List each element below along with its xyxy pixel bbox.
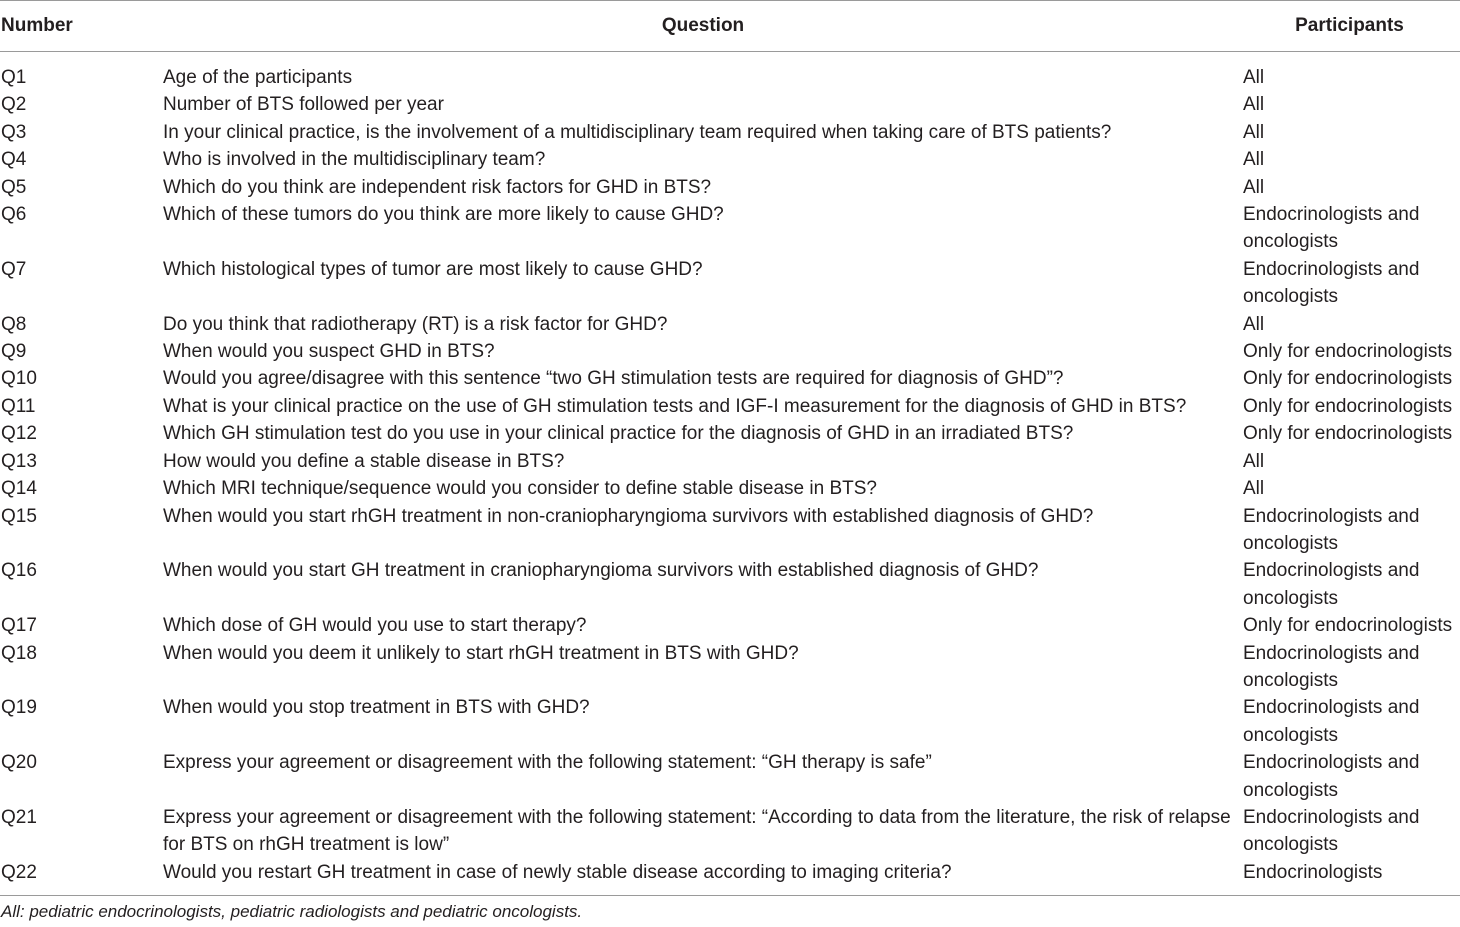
header-number: Number xyxy=(0,1,163,52)
question-text-cell: Which dose of GH would you use to start therapy? xyxy=(163,615,587,637)
question-text-cell: Who is involved in the multidisciplinary team? xyxy=(163,149,546,171)
question-number-cell: Q20 xyxy=(1,752,37,774)
question-text-cell: Which of these tumors do you think are more likely to cause GHD? xyxy=(163,204,724,226)
question-number-cell: Q10 xyxy=(1,368,37,390)
question-text-cell: In your clinical practice, is the involvement of a multidisciplinary team required when taking care of BTS patients? xyxy=(163,121,1112,143)
header-participants: Participants xyxy=(1243,1,1460,52)
participants-cell: Endocrinologists and oncologists xyxy=(1243,258,1420,308)
table-row xyxy=(0,91,1460,118)
participants-cell: Only for endocrinologists xyxy=(1243,423,1453,445)
participants-cell: Only for endocrinologists xyxy=(1243,368,1453,390)
table-row xyxy=(0,201,1460,256)
participants-cell: Endocrinologists and oncologists xyxy=(1243,752,1420,801)
question-number-cell: Q4 xyxy=(1,149,27,171)
question-number-cell: Q13 xyxy=(1,450,37,472)
participants-cell: All xyxy=(1243,176,1265,198)
question-number-cell: Q5 xyxy=(1,176,27,198)
question-number-cell: Q9 xyxy=(1,341,27,363)
table-row xyxy=(0,52,1460,92)
question-number-cell: Q15 xyxy=(1,505,37,527)
participants-cell: Endocrinologists and oncologists xyxy=(1243,697,1420,746)
participants-cell: Only for endocrinologists xyxy=(1243,341,1453,363)
table-row xyxy=(0,256,1460,311)
table-header xyxy=(0,1,1460,52)
question-text-cell: Age of the participants xyxy=(163,67,353,88)
table-row xyxy=(0,311,1460,338)
question-number-cell: Q17 xyxy=(1,615,37,637)
participants-cell: All xyxy=(1243,149,1265,171)
header-question: Question xyxy=(163,1,1243,52)
question-number-cell: Q11 xyxy=(1,395,36,417)
participants-cell: All xyxy=(1243,478,1265,500)
question-number-cell: Q16 xyxy=(1,560,37,582)
participants-cell: Only for endocrinologists xyxy=(1243,615,1453,637)
question-text-cell: Would you agree/disagree with this sentence “two GH stimulation tests are required for diagnosis of GHD”? xyxy=(163,368,1064,390)
participants-cell: All xyxy=(1243,94,1265,116)
question-number-cell: Q1 xyxy=(1,67,27,88)
participants-cell: Only for endocrinologists xyxy=(1243,395,1453,417)
question-number-cell: Q14 xyxy=(1,478,37,500)
question-number-cell: Q18 xyxy=(1,642,37,664)
participants-cell: Endocrinologists and oncologists xyxy=(1243,560,1420,609)
table-row xyxy=(0,393,1460,420)
table-row xyxy=(0,694,1460,749)
participants-cell: Endocrinologists xyxy=(1243,859,1460,896)
question-text-cell: Express your agreement or disagreement with the following statement: “According to data from the literature, the risk of relapse for BTS on rhGH treatment is low” xyxy=(163,806,1231,856)
question-text-cell: Which do you think are independent risk factors for GHD in BTS? xyxy=(163,176,712,198)
participants-cell: Endocrinologists and oncologists xyxy=(1243,806,1420,856)
question-text-cell: Which MRI technique/sequence would you consider to define stable disease in BTS? xyxy=(163,478,877,500)
question-text-cell: What is your clinical practice on the use of GH stimulation tests and IGF-I measurement for the diagnosis of GHD in BTS? xyxy=(163,395,1187,417)
participants-cell: Endocrinologists and oncologists xyxy=(1243,642,1420,691)
question-text-cell: When would you deem it unlikely to start rhGH treatment in BTS with GHD? xyxy=(163,642,799,664)
question-number-cell: Q19 xyxy=(1,697,37,719)
question-number-cell: Q22 xyxy=(0,859,163,896)
participants-cell: All xyxy=(1243,67,1265,88)
table-row xyxy=(0,365,1460,392)
question-text-cell: Which GH stimulation test do you use in your clinical practice for the diagnosis of GHD in an irradiated BTS? xyxy=(163,423,1074,445)
table-row xyxy=(0,420,1460,447)
table-footnote: All: pediatric endocrinologists, pediatric radiologists and pediatric oncologists. xyxy=(1,902,583,921)
question-text-cell: When would you suspect GHD in BTS? xyxy=(163,341,495,363)
table-row xyxy=(0,612,1460,639)
question-text-cell: When would you start rhGH treatment in non-craniopharyngioma survivors with established diagnosis of GHD? xyxy=(163,505,1094,527)
question-number-cell: Q21 xyxy=(1,806,37,828)
table-row xyxy=(0,640,1460,695)
table-row xyxy=(0,146,1460,173)
table-row xyxy=(0,174,1460,201)
table-row xyxy=(0,749,1460,804)
header-row xyxy=(0,1,1460,52)
table-body xyxy=(0,52,1460,896)
table-row xyxy=(0,475,1460,502)
question-number-cell: Q7 xyxy=(1,258,27,280)
question-text-cell: Do you think that radiotherapy (RT) is a risk factor for GHD? xyxy=(163,313,668,335)
table-row xyxy=(0,338,1460,365)
question-number-cell: Q3 xyxy=(1,121,27,143)
table-row xyxy=(0,557,1460,612)
participants-cell: All xyxy=(1243,313,1265,335)
question-text-cell: How would you define a stable disease in BTS? xyxy=(163,450,565,472)
participants-cell: Endocrinologists and oncologists xyxy=(1243,505,1420,554)
table-row xyxy=(0,859,1460,896)
question-number-cell: Q12 xyxy=(1,423,37,445)
table-row xyxy=(0,804,1460,859)
question-text-cell: When would you start GH treatment in craniopharyngioma survivors with established diagnosis of GHD? xyxy=(163,560,1039,582)
question-number-cell: Q8 xyxy=(1,313,27,335)
table-row xyxy=(0,448,1460,475)
participants-cell: All xyxy=(1243,450,1265,472)
question-text-cell: Which histological types of tumor are most likely to cause GHD? xyxy=(163,258,703,280)
question-text-cell: Express your agreement or disagreement with the following statement: “GH therapy is safe” xyxy=(163,752,932,774)
question-number-cell: Q6 xyxy=(1,204,27,226)
question-number-cell: Q2 xyxy=(1,94,27,116)
question-text-cell: When would you stop treatment in BTS with GHD? xyxy=(163,697,590,719)
table-row xyxy=(0,503,1460,558)
table-row xyxy=(0,119,1460,146)
question-text-cell: Number of BTS followed per year xyxy=(163,94,444,116)
question-text-cell: Would you restart GH treatment in case of newly stable disease according to imaging criteria? xyxy=(163,859,1243,896)
participants-cell: All xyxy=(1243,121,1265,143)
participants-cell: Endocrinologists and oncologists xyxy=(1243,204,1420,253)
